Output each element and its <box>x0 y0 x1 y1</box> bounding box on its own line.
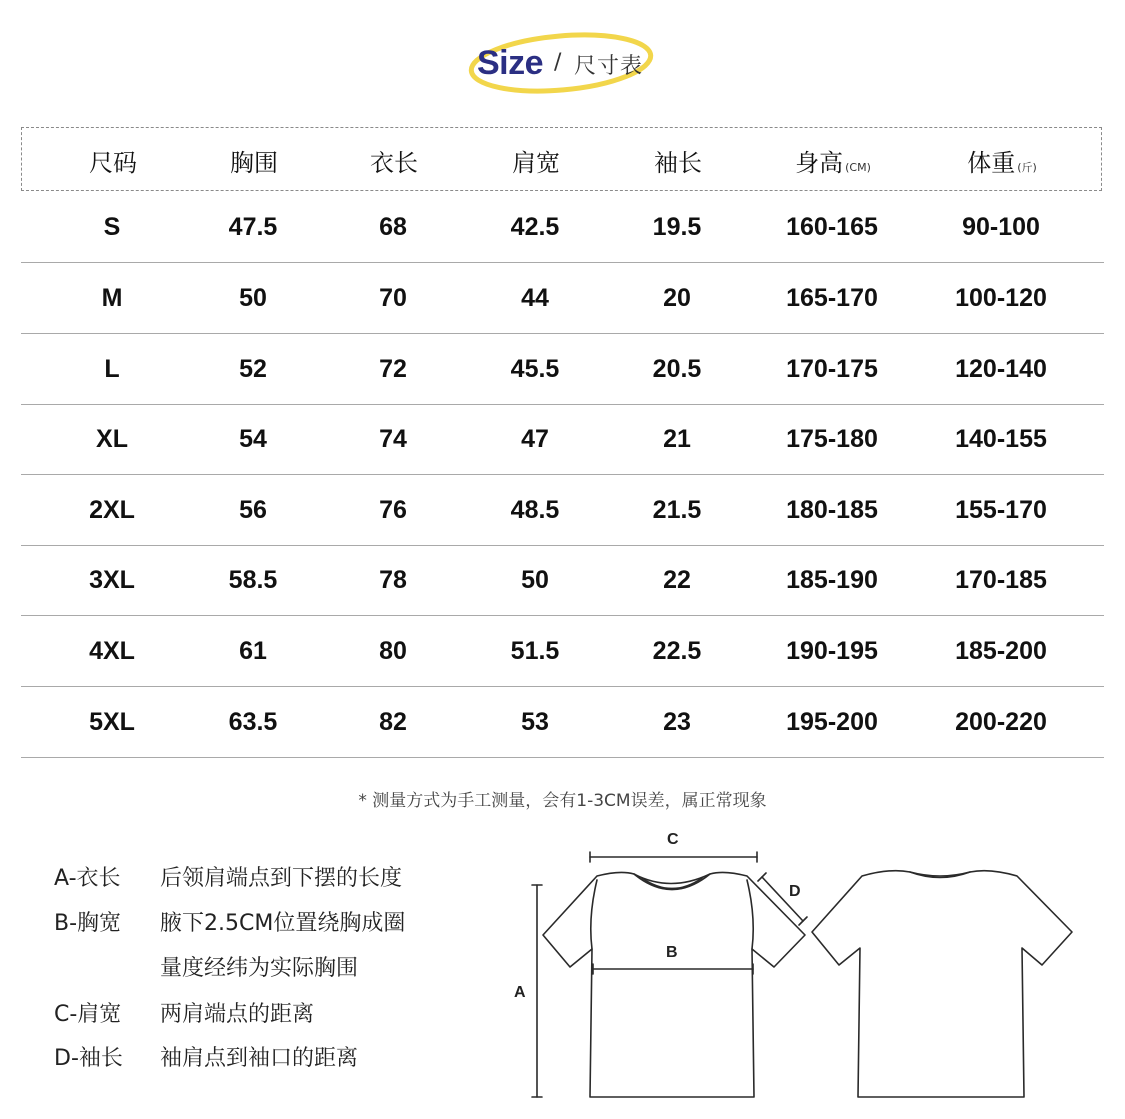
legend-item-b-cont: 量度经纬为实际胸围 <box>160 956 359 981</box>
cell-length: 80 <box>379 637 407 665</box>
legend-item-d <box>54 1041 358 1072</box>
cell-height: 175-180 <box>786 425 878 453</box>
tshirt-outline <box>500 825 1090 1115</box>
cell-size: S <box>103 213 121 241</box>
table-row <box>21 617 1104 687</box>
legend-key: A-衣长 <box>54 866 121 891</box>
cell-chest: 50 <box>239 284 267 312</box>
cell-height: 160-165 <box>786 213 878 241</box>
header-shoulder: 肩宽 <box>512 149 560 177</box>
legend-desc: 腋下2.5CM位置绕胸成圈 <box>160 911 406 936</box>
cell-sleeve: 20.5 <box>652 355 702 383</box>
table-row <box>21 546 1104 616</box>
cell-weight: 155-170 <box>955 496 1047 524</box>
cell-size: 5XL <box>89 708 135 736</box>
cell-sleeve: 23 <box>663 708 691 736</box>
cell-size: XL <box>96 425 128 453</box>
cell-shoulder: 51.5 <box>510 637 560 665</box>
cell-sleeve: 21.5 <box>652 496 702 524</box>
title-en: Size <box>477 44 544 82</box>
cell-size: 4XL <box>89 637 135 665</box>
measurement-note: * 测量方式为手工测量，会有1-3CM误差，属正常现象 <box>358 791 767 811</box>
title-slash: / <box>554 50 562 75</box>
cell-chest: 63.5 <box>228 708 278 736</box>
header-weight-unit: (斤) <box>1017 161 1037 174</box>
cell-chest: 52 <box>239 355 267 383</box>
table-row <box>21 335 1104 405</box>
legend-desc: 后领肩端点到下摆的长度 <box>160 866 403 891</box>
table-row <box>21 688 1104 758</box>
header-length: 衣长 <box>370 149 418 177</box>
cell-shoulder: 47 <box>521 425 549 453</box>
cell-height: 180-185 <box>786 496 878 524</box>
cell-weight: 140-155 <box>955 425 1047 453</box>
legend-key: D-袖长 <box>54 1046 123 1071</box>
cell-sleeve: 21 <box>663 425 691 453</box>
diagram-label-c: C <box>667 831 679 848</box>
table-row <box>21 264 1104 334</box>
cell-shoulder: 53 <box>521 708 549 736</box>
cell-length: 76 <box>379 496 407 524</box>
diagram-label-a: A <box>514 984 526 1001</box>
cell-weight: 200-220 <box>955 708 1047 736</box>
header-chest: 胸围 <box>230 149 278 177</box>
cell-chest: 56 <box>239 496 267 524</box>
cell-height: 185-190 <box>786 566 878 594</box>
table-row <box>21 405 1104 475</box>
size-chart-title <box>468 30 658 96</box>
cell-chest: 47.5 <box>228 213 278 241</box>
back-shirt-icon <box>812 871 1072 1097</box>
cell-chest: 54 <box>239 425 267 453</box>
cell-sleeve: 22.5 <box>652 637 702 665</box>
table-row <box>21 476 1104 546</box>
cell-size: L <box>104 355 120 383</box>
legend-key: B-胸宽 <box>54 911 122 936</box>
legend-key: C-肩宽 <box>54 1002 122 1027</box>
cell-height: 165-170 <box>786 284 878 312</box>
cell-length: 78 <box>379 566 407 594</box>
tshirt-diagram <box>500 825 1090 1119</box>
cell-weight: 185-200 <box>955 637 1047 665</box>
cell-sleeve: 19.5 <box>652 213 702 241</box>
cell-size: M <box>101 284 123 312</box>
table-row <box>21 193 1104 263</box>
cell-length: 70 <box>379 284 407 312</box>
legend-item-c <box>54 997 314 1028</box>
cell-length: 72 <box>379 355 407 383</box>
cell-weight: 170-185 <box>955 566 1047 594</box>
cell-sleeve: 22 <box>663 566 691 594</box>
cell-weight: 90-100 <box>962 213 1040 241</box>
cell-shoulder: 45.5 <box>510 355 560 383</box>
cell-weight: 120-140 <box>955 355 1047 383</box>
cell-chest: 58.5 <box>228 566 278 594</box>
cell-size: 3XL <box>89 566 135 594</box>
cell-shoulder: 50 <box>521 566 549 594</box>
cell-height: 190-195 <box>786 637 878 665</box>
cell-length: 68 <box>379 213 407 241</box>
cell-length: 74 <box>379 425 407 453</box>
diagram-label-b: B <box>666 944 678 961</box>
cell-chest: 61 <box>239 637 267 665</box>
legend-item-a <box>54 861 402 892</box>
cell-sleeve: 20 <box>663 284 691 312</box>
header-weight: 体重 (斤) <box>967 149 1037 177</box>
legend-item-b <box>54 906 405 937</box>
cell-size: 2XL <box>89 496 135 524</box>
header-height: 身高 (CM) <box>795 149 871 177</box>
cell-shoulder: 44 <box>521 284 549 312</box>
front-shirt-icon <box>543 872 805 1097</box>
header-size: 尺码 <box>89 149 137 177</box>
legend-desc: 两肩端点的距离 <box>160 1002 315 1027</box>
legend-desc: 袖肩点到袖口的距离 <box>160 1046 359 1071</box>
title-cn: 尺寸表 <box>574 54 644 79</box>
diagram-label-d: D <box>789 883 801 900</box>
cell-shoulder: 48.5 <box>510 496 560 524</box>
cell-height: 195-200 <box>786 708 878 736</box>
cell-height: 170-175 <box>786 355 878 383</box>
header-sleeve: 袖长 <box>654 149 702 177</box>
cell-shoulder: 42.5 <box>510 213 560 241</box>
header-height-unit: (CM) <box>845 161 871 174</box>
table-header <box>21 127 1102 191</box>
cell-length: 82 <box>379 708 407 736</box>
cell-weight: 100-120 <box>955 284 1047 312</box>
